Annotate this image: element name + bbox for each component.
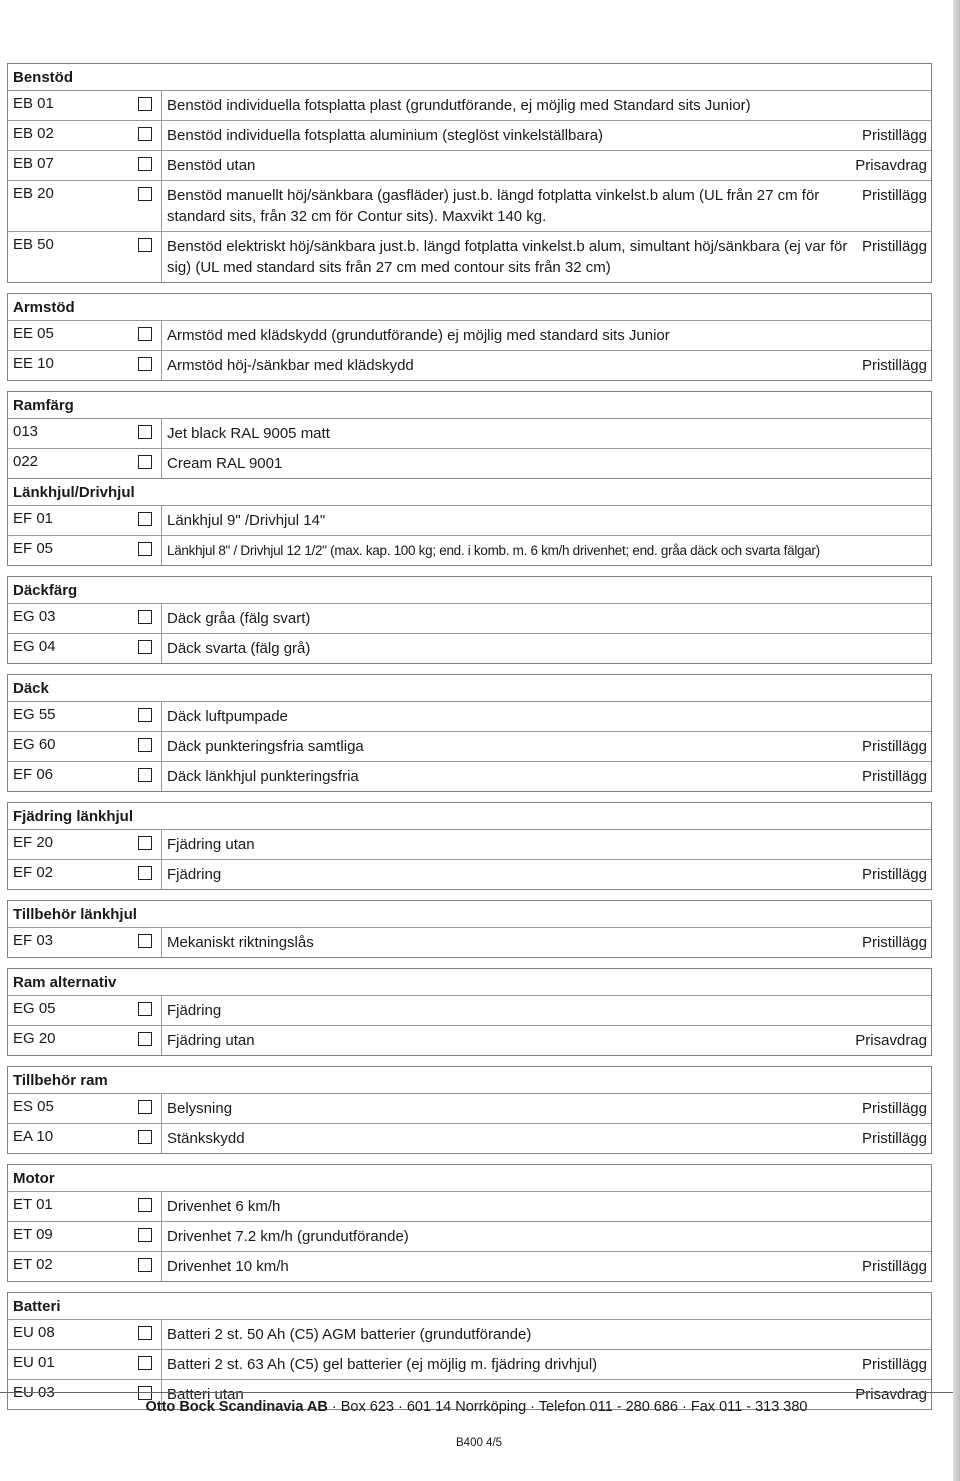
section-title: Fjädring länkhjul [8, 803, 931, 830]
price-note [917, 1000, 927, 1021]
checkbox-cell [123, 1094, 162, 1123]
option-description: Fjädring [167, 1002, 222, 1019]
option-checkbox[interactable] [138, 738, 152, 752]
price-note [917, 834, 927, 855]
option-description: Cream RAL 9001 [167, 455, 283, 472]
checkbox-cell [123, 419, 162, 448]
price-note [917, 608, 927, 629]
option-description: Däck luftpumpade [167, 708, 288, 725]
option-checkbox[interactable] [138, 1130, 152, 1144]
option-code: EF 01 [13, 510, 54, 527]
option-code: EU 08 [13, 1324, 55, 1341]
option-row [8, 1123, 931, 1153]
option-code: EF 06 [13, 766, 54, 783]
checkbox-cell [123, 181, 162, 231]
section-2 [7, 391, 932, 478]
option-checkbox[interactable] [138, 768, 152, 782]
section-title: Motor [8, 1165, 931, 1192]
option-description: Fjädring utan [167, 1032, 255, 1049]
option-description-cell [162, 351, 931, 380]
option-checkbox[interactable] [138, 866, 152, 880]
section-title: Länkhjul/Drivhjul [8, 479, 931, 506]
order-form [7, 63, 932, 1420]
option-description-cell [162, 928, 931, 957]
option-code: ET 01 [13, 1196, 53, 1213]
option-description: Drivenhet 6 km/h [167, 1198, 281, 1215]
price-note: Pristillägg [861, 238, 927, 255]
option-description-cell [162, 634, 931, 663]
checkbox-cell [123, 762, 162, 791]
option-description: Länkhjul 8" / Drivhjul 12 1/2" (max. kap. 100 kg; end. i komb. m. 6 km/h drivenhet; end. gråa däck och svarta fälgar) [167, 543, 820, 558]
option-row [8, 928, 931, 957]
price-note: Pristillägg [861, 1100, 927, 1117]
price-note: Pristillägg [861, 127, 927, 144]
option-code: EB 01 [13, 95, 54, 112]
option-row [8, 150, 931, 180]
option-description-cell [162, 449, 931, 478]
option-row [8, 350, 931, 380]
option-code: EF 02 [13, 864, 54, 881]
option-row [8, 1025, 931, 1055]
option-description: Länkhjul 9" /Drivhjul 14" [167, 512, 326, 529]
option-description: Benstöd manuellt höj/sänkbara (gasfläder) just.b. längd fotplatta vinkelst.b alum (UL från 27 cm för standard sits, från 32 cm för Contur sits). Maxvikt 140 kg. [167, 187, 820, 225]
option-checkbox[interactable] [138, 1356, 152, 1370]
checkbox-cell [123, 860, 162, 889]
option-description-cell [162, 506, 931, 535]
checkbox-cell [123, 1124, 162, 1153]
option-row [8, 633, 931, 663]
option-description: Batteri 2 st. 63 Ah (C5) gel batterier (ej möjlig m. fjädring drivhjul) [167, 1356, 598, 1373]
option-description: Mekaniskt riktningslås [167, 934, 314, 951]
option-code: EU 03 [13, 1384, 55, 1401]
price-note: Prisavdrag [855, 1386, 927, 1403]
price-note [917, 638, 927, 659]
price-note [917, 423, 927, 444]
checkbox-cell [123, 732, 162, 761]
option-checkbox[interactable] [138, 934, 152, 948]
option-description: Benstöd elektriskt höj/sänkbara just.b. längd fotplatta vinkelst.b alum, simultant höj/sänkbara (ej var för sig) (UL med standard sits från 27 cm med contour sits från 32 cm) [167, 238, 848, 276]
option-row [8, 180, 931, 231]
section-title: Däckfärg [8, 577, 931, 604]
option-description: Benstöd utan [167, 157, 256, 174]
option-row [8, 830, 931, 859]
option-row [8, 702, 931, 731]
price-note: Pristillägg [861, 357, 927, 374]
option-description-cell [162, 1320, 931, 1349]
option-description-cell [162, 702, 931, 731]
section-6 [7, 802, 932, 890]
option-checkbox[interactable] [138, 542, 152, 556]
checkbox-cell [123, 830, 162, 859]
option-checkbox[interactable] [138, 455, 152, 469]
option-checkbox[interactable] [138, 1032, 152, 1046]
price-note: Pristillägg [861, 934, 927, 951]
price-note: Pristillägg [861, 1258, 927, 1275]
option-checkbox[interactable] [138, 708, 152, 722]
option-code: EF 20 [13, 834, 54, 851]
option-row [8, 120, 931, 150]
option-code: EF 05 [13, 540, 54, 557]
section-0 [7, 63, 932, 283]
footer-divider [0, 1392, 953, 1393]
option-checkbox[interactable] [138, 836, 152, 850]
option-row [8, 1349, 931, 1379]
option-row [8, 604, 931, 633]
checkbox-cell [123, 928, 162, 957]
checkbox-cell [123, 1222, 162, 1251]
option-description: Stänkskydd [167, 1130, 245, 1147]
option-description: Fjädring [167, 866, 222, 883]
price-note [917, 1324, 927, 1345]
option-description-cell [162, 181, 931, 231]
option-code: EA 10 [13, 1128, 54, 1145]
option-checkbox[interactable] [138, 1198, 152, 1212]
option-code: EG 05 [13, 1000, 56, 1017]
option-description: Armstöd höj-/sänkbar med klädskydd [167, 357, 414, 374]
price-note: Pristillägg [861, 1356, 927, 1373]
option-code: EB 50 [13, 236, 54, 253]
option-description-cell [162, 536, 931, 565]
option-row [8, 761, 931, 791]
option-description: Däck länkhjul punkteringsfria [167, 768, 359, 785]
checkbox-cell [123, 506, 162, 535]
section-9 [7, 1066, 932, 1154]
option-row [8, 1251, 931, 1281]
price-note: Prisavdrag [855, 157, 927, 174]
option-description: Batteri utan [167, 1386, 244, 1403]
option-code: EG 55 [13, 706, 56, 723]
price-note [917, 1226, 927, 1247]
option-description-cell [162, 1124, 931, 1153]
price-note: Pristillägg [861, 187, 927, 204]
option-description-cell [162, 321, 931, 350]
option-checkbox[interactable] [138, 640, 152, 654]
option-code: EB 20 [13, 185, 54, 202]
price-note [917, 1196, 927, 1217]
option-code: EE 10 [13, 355, 54, 372]
option-description: Benstöd individuella fotsplatta plast (grundutförande, ej möjlig med Standard sits Junior) [167, 97, 751, 114]
option-row [8, 996, 931, 1025]
section-title: Däck [8, 675, 931, 702]
option-description-cell [162, 121, 931, 150]
option-description: Fjädring utan [167, 836, 255, 853]
option-description-cell [162, 732, 931, 761]
option-code: EF 03 [13, 932, 54, 949]
option-checkbox[interactable] [138, 1326, 152, 1340]
option-description-cell [162, 860, 931, 889]
option-code: ET 09 [13, 1226, 53, 1243]
section-4 [7, 576, 932, 664]
section-title: Armstöd [8, 294, 931, 321]
option-row [8, 231, 931, 282]
checkbox-cell [123, 1026, 162, 1055]
price-note: Pristillägg [861, 738, 927, 755]
section-title: Tillbehör länkhjul [8, 901, 931, 928]
option-description-cell [162, 604, 931, 633]
price-note: Pristillägg [861, 768, 927, 785]
option-row [8, 1094, 931, 1123]
option-checkbox[interactable] [138, 97, 152, 111]
section-8 [7, 968, 932, 1056]
option-description: Drivenhet 7.2 km/h (grundutförande) [167, 1228, 409, 1245]
option-row [8, 1192, 931, 1221]
option-description-cell [162, 1252, 931, 1281]
option-description: Benstöd individuella fotsplatta aluminium (steglöst vinkelställbara) [167, 127, 604, 144]
option-checkbox[interactable] [138, 187, 152, 201]
option-description-cell [162, 151, 931, 180]
page-edge [953, 0, 960, 1481]
option-description: Däck punkteringsfria samtliga [167, 738, 364, 755]
option-checkbox[interactable] [138, 425, 152, 439]
option-code: EG 60 [13, 736, 56, 753]
checkbox-cell [123, 151, 162, 180]
price-note [917, 95, 927, 116]
checkbox-cell [123, 996, 162, 1025]
footer-company: Otto Bock Scandinavia AB [145, 1399, 328, 1415]
option-code: EG 20 [13, 1030, 56, 1047]
checkbox-cell [123, 449, 162, 478]
checkbox-cell [123, 91, 162, 120]
section-3 [7, 478, 932, 566]
option-checkbox[interactable] [138, 1386, 152, 1400]
option-row [8, 321, 931, 350]
section-1 [7, 293, 932, 381]
option-checkbox[interactable] [138, 1258, 152, 1272]
checkbox-cell [123, 232, 162, 282]
option-code: ES 05 [13, 1098, 54, 1115]
checkbox-cell [123, 702, 162, 731]
section-title: Tillbehör ram [8, 1067, 931, 1094]
option-row [8, 419, 931, 448]
option-checkbox[interactable] [138, 238, 152, 252]
footer-address: · Box 623 · 601 14 Norrköping · Telefon 011 - 280 686 · Fax 011 - 313 380 [327, 1399, 808, 1415]
page-reference: B400 4/5 [456, 1437, 503, 1449]
option-row [8, 1221, 931, 1251]
option-description-cell [162, 996, 931, 1025]
checkbox-cell [123, 351, 162, 380]
option-description-cell [162, 1350, 931, 1379]
option-checkbox[interactable] [138, 327, 152, 341]
price-note [917, 706, 927, 727]
checkbox-cell [123, 1320, 162, 1349]
option-row [8, 506, 931, 535]
option-code: EE 05 [13, 325, 54, 342]
option-description-cell [162, 1192, 931, 1221]
option-description-cell [162, 1026, 931, 1055]
section-title: Benstöd [8, 64, 931, 91]
option-description-cell [162, 1094, 931, 1123]
option-description: Belysning [167, 1100, 233, 1117]
checkbox-cell [123, 604, 162, 633]
option-checkbox[interactable] [138, 157, 152, 171]
price-note: Prisavdrag [855, 1032, 927, 1049]
section-title: Ram alternativ [8, 969, 931, 996]
option-row [8, 448, 931, 478]
price-note [917, 453, 927, 474]
checkbox-cell [123, 121, 162, 150]
option-checkbox[interactable] [138, 1002, 152, 1016]
option-checkbox[interactable] [138, 512, 152, 526]
option-description: Däck svarta (fälg grå) [167, 640, 311, 657]
section-10 [7, 1164, 932, 1282]
option-code: EU 01 [13, 1354, 55, 1371]
option-code: EG 03 [13, 608, 56, 625]
option-description-cell [162, 762, 931, 791]
option-code: EG 04 [13, 638, 56, 655]
option-row [8, 859, 931, 889]
option-code: 013 [13, 423, 39, 440]
section-title: Ramfärg [8, 392, 931, 419]
option-code: EB 07 [13, 155, 54, 172]
option-description: Armstöd med klädskydd (grundutförande) ej möjlig med standard sits Junior [167, 327, 670, 344]
option-description-cell [162, 830, 931, 859]
checkbox-cell [123, 321, 162, 350]
option-code: EB 02 [13, 125, 54, 142]
option-row [8, 731, 931, 761]
option-checkbox[interactable] [138, 127, 152, 141]
checkbox-cell [123, 1192, 162, 1221]
footer-contact [0, 1399, 953, 1415]
price-note: Pristillägg [861, 866, 927, 883]
checkbox-cell [123, 1350, 162, 1379]
option-row [8, 535, 931, 565]
section-5 [7, 674, 932, 792]
option-description: Däck gråa (fälg svart) [167, 610, 311, 627]
option-description-cell [162, 419, 931, 448]
option-checkbox[interactable] [138, 1100, 152, 1114]
option-description: Jet black RAL 9005 matt [167, 425, 330, 442]
option-row [8, 91, 931, 120]
price-note [917, 510, 927, 531]
price-note [917, 325, 927, 346]
option-description-cell [162, 232, 931, 282]
section-7 [7, 900, 932, 958]
option-description: Batteri 2 st. 50 Ah (C5) AGM batterier (grundutförande) [167, 1326, 532, 1343]
price-note: Pristillägg [861, 1130, 927, 1147]
section-title: Batteri [8, 1293, 931, 1320]
checkbox-cell [123, 634, 162, 663]
option-checkbox[interactable] [138, 1228, 152, 1242]
option-code: 022 [13, 453, 39, 470]
option-code: ET 02 [13, 1256, 53, 1273]
option-description: Drivenhet 10 km/h [167, 1258, 289, 1275]
option-description-cell [162, 1222, 931, 1251]
option-checkbox[interactable] [138, 610, 152, 624]
checkbox-cell [123, 536, 162, 565]
checkbox-cell [123, 1252, 162, 1281]
option-description-cell [162, 91, 931, 120]
price-note [917, 540, 927, 561]
option-row [8, 1320, 931, 1349]
option-checkbox[interactable] [138, 357, 152, 371]
